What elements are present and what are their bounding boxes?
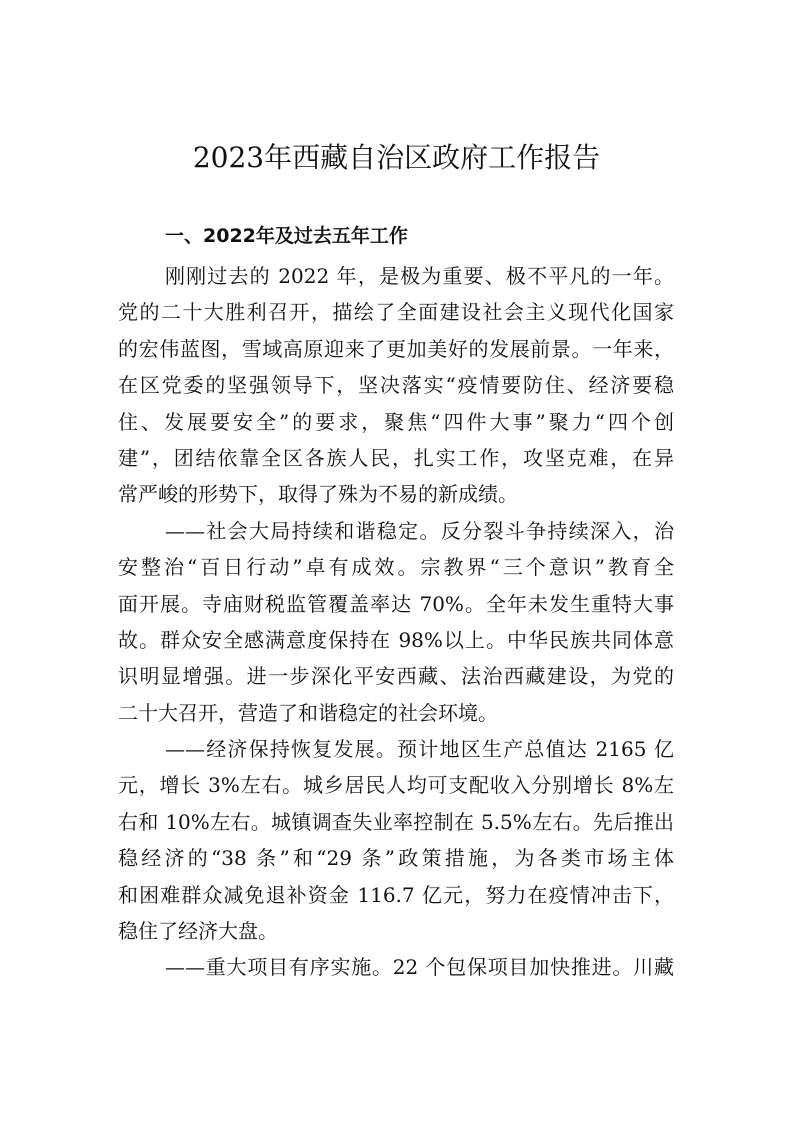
text-line: 元，增长 3%左右。城乡居民人均可支配收入分别增长 8%左 [118, 773, 674, 798]
text-line: ——经济保持恢复发展。预计地区生产总值达 2165 亿 [165, 737, 674, 762]
text-line: 右和 10%左右。城镇调查失业率控制在 5.5%左右。先后推出 [118, 809, 674, 834]
text-line: 建”，团结依靠全区各族人民，扎实工作，攻坚克难，在异 [118, 445, 674, 470]
document-title: 2023年西藏自治区政府工作报告 [192, 141, 601, 174]
text-line: 稳住了经济大盘。 [118, 919, 278, 944]
text-line: 故。群众安全感满意度保持在 98%以上。中华民族共同体意 [118, 627, 674, 652]
text-line: 稳经济的“38 条”和“29 条”政策措施，为各类市场主体 [118, 846, 674, 871]
text-line: 在区党委的坚强领导下，坚决落实“疫情要防住、经济要稳 [118, 373, 674, 398]
section-heading: 一、2022年及过去五年工作 [165, 225, 408, 247]
text-line: 识明显增强。进一步深化平安西藏、法治西藏建设，为党的 [118, 664, 674, 689]
text-line: 的宏伟蓝图，雪域高原迎来了更加美好的发展前景。一年来， [118, 336, 674, 361]
text-line: ——社会大局持续和谐稳定。反分裂斗争持续深入，治 [165, 518, 674, 543]
text-line: 二十大召开，营造了和谐稳定的社会环境。 [118, 700, 498, 725]
document-body [118, 258, 674, 986]
text-line: 面开展。寺庙财税监管覆盖率达 70%。全年未发生重特大事 [118, 591, 674, 616]
text-line: 刚刚过去的 2022 年，是极为重要、极不平凡的一年。 [165, 264, 674, 288]
text-line: 住、发展要安全”的要求，聚焦“四件大事”聚力“四个创 [118, 409, 674, 434]
text-line: 常严峻的形势下，取得了殊为不易的新成绩。 [118, 482, 518, 507]
text-line: 和困难群众减免退补资金 116.7 亿元，努力在疫情冲击下， [118, 882, 674, 907]
text-line: ——重大项目有序实施。22 个包保项目加快推进。川藏 [165, 955, 674, 980]
text-line: 党的二十大胜利召开，描绘了全面建设社会主义现代化国家 [118, 300, 674, 325]
text-line: 安整治“百日行动”卓有成效。宗教界“三个意识”教育全 [118, 555, 674, 580]
